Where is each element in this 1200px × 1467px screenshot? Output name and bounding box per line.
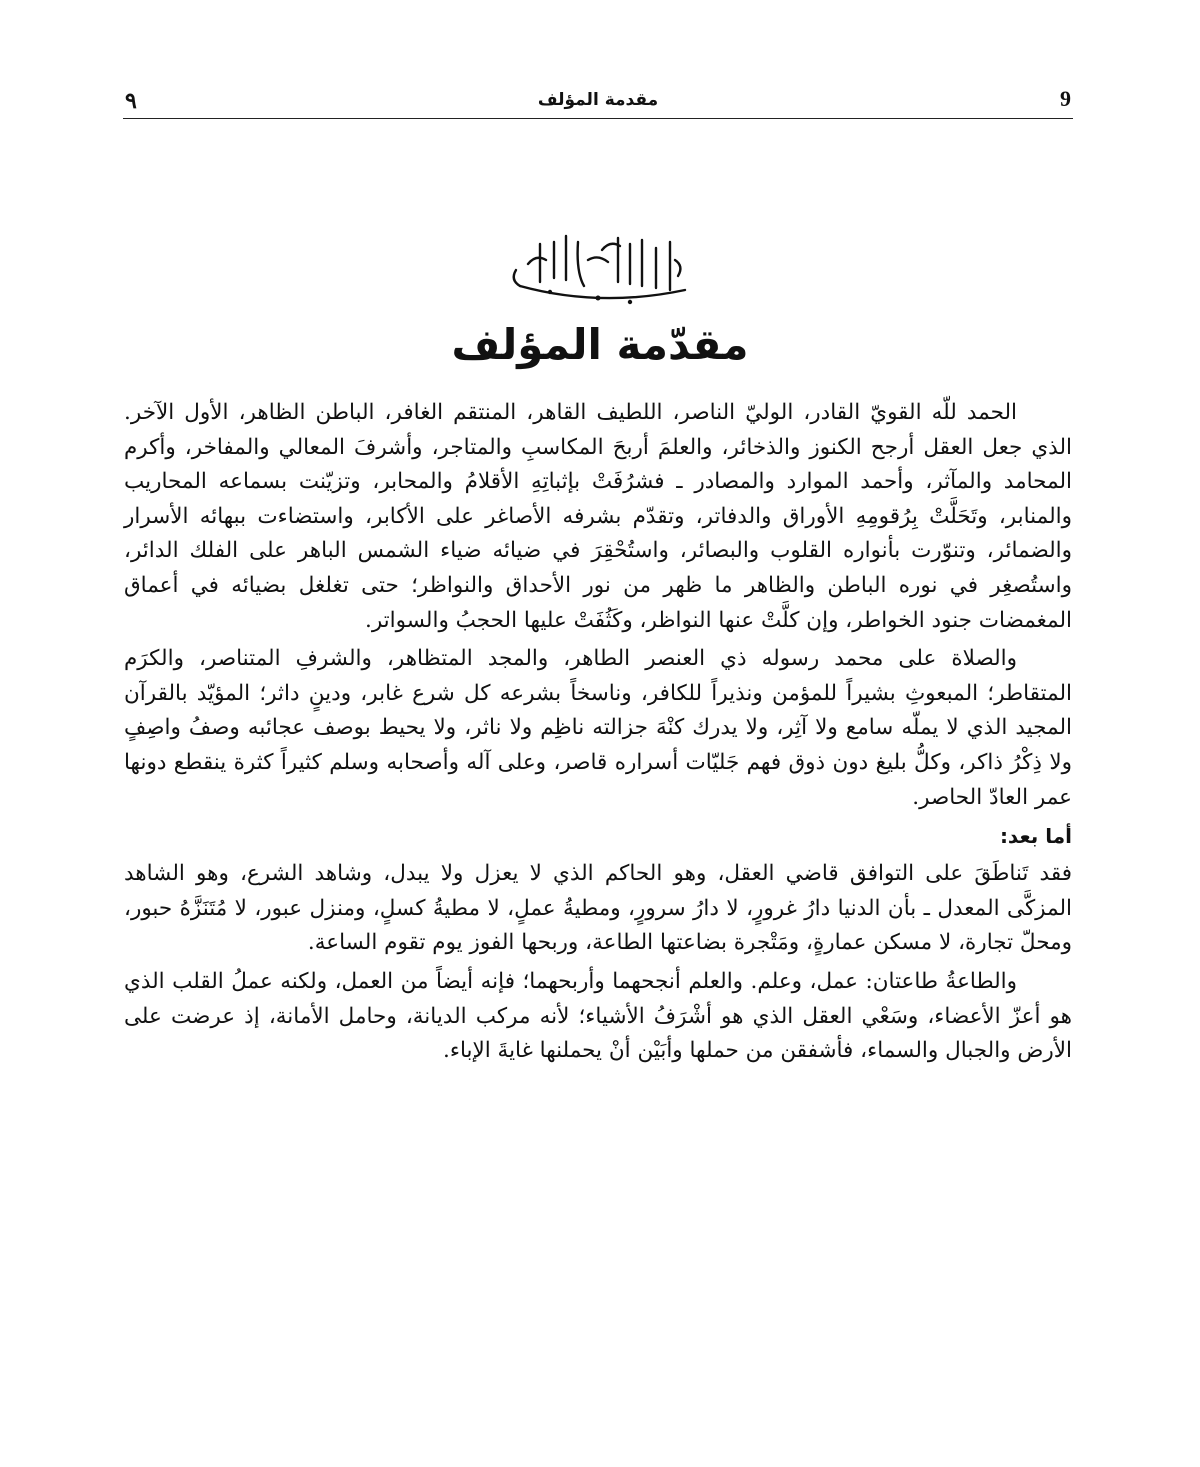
paragraph-1: الحمد للّه القويّ القادر، الوليّ الناصر، اللطيف القاهر، المنتقم الغافر، الباطن الظاهر، الأول الآخر. الذي جعل العقل أرجح الكنوز والذخائر، والعلمَ أربحَ المكاسبِ والمتاجر، وأشرفَ المعالي والمفاخر، وأكرم المحامد والمآثر، وأحمد الموارد والمصادر ـ فشرُفَتْ بإثباتِهِ الأقلامُ والمحابر، وتزيّنت بسماعه المحاريب والمنابر، وتَحَلَّتْ بِرُقومِهِ الأوراق والدفاتر، وتقدّم بشرفه الأصاغر على الأكابر، واستضاءت ببهائه الأسرار والضمائر، وتنوّرت بأنواره القلوب والبصائر، واستُحْقِرَ في ضيائه ضياء الشمس الباهر على الفلك الدائر، واستُصغِر في نوره الباطن والظاهر ما ظهر من نور الأحداق والنواظر؛ حتى تغلغل بضيائه في أعماق المغمضات جنود الخواطر، وإن كلَّتْ عنها النواظر، وكَثُفَتْ عليها الحجبُ والسواتر.	[124, 400, 1072, 633]
paragraph-2: والصلاة على محمد رسوله ذي العنصر الطاهر، والمجد المتظاهر، والشرفِ المتناصر، والكرَم المتقاطر؛ المبعوثِ بشيراً للمؤمن ونذيراً للكافر، وناسخاً بشرعه كل شرع غابر، ودينٍ داثر؛ المؤيّد بالقرآن المجيد الذي لا يملّه سامع ولا آثِر، ولا يدرك كنْهَ جزالته ناظِم ولا ناثر، ولا يحيط بوصف عجائبه وصفُ واصِفٍ ولا ذِكْرُ ذاكر، وكلُّ بليغ دون ذوق فهم جَليّات أسراره قاصر، وعلى آله وأصحابه وسلم كثيراً كثرة ينقطع دونها عمر العادّ الحاصر.	[124, 646, 1072, 810]
page-number-arabic: ٩	[125, 88, 137, 114]
body-text	[124, 396, 1072, 1073]
basmala-ornament-icon	[480, 220, 720, 315]
section-label-amma-bad: أما بعد:	[999, 824, 1072, 849]
chapter-title: مقدّمة المؤلف	[451, 320, 749, 369]
paragraph-3: فقد تَناطَقَ على التوافق قاضي العقل، وهو الحاكم الذي لا يعزل ولا يبدل، وشاهد الشرع، وهو الشاهد المزكَّى المعدل ـ بأن الدنيا دارُ غرورٍ، لا دارُ سرورٍ، ومطيةُ عملٍ، لا مطيةُ كسلٍ، ومنزل عبور، لا مُتَنَزَّهُ حبور، ومحلّ تجارة، لا مسكن عمارةٍ، ومَتْجرة بضاعتها الطاعة، وربحها الفوز يوم تقوم الساعة.	[124, 861, 1072, 956]
running-header-title: مقدمة المؤلف	[537, 90, 659, 110]
page-number-latin: 9	[1060, 86, 1071, 111]
paragraph-4: والطاعةُ طاعتان: عمل، وعلم. والعلم أنجحهما وأربحهما؛ فإنه أيضاً من العمل، ولكنه عملُ القلب الذي هو أعزّ الأعضاء، وسَعْي العقل الذي هو أشْرَفُ الأشياء؛ لأنه مركب الديانة، وحامل الأمانة، إذ عرضت على الأرض والجبال والسماء، فأشفقن من حملها وأبَيْن أنْ يحملنها غايةَ الإباء.	[124, 968, 1072, 1064]
page-header	[123, 78, 1073, 119]
basmala-calligraphy	[480, 220, 720, 315]
